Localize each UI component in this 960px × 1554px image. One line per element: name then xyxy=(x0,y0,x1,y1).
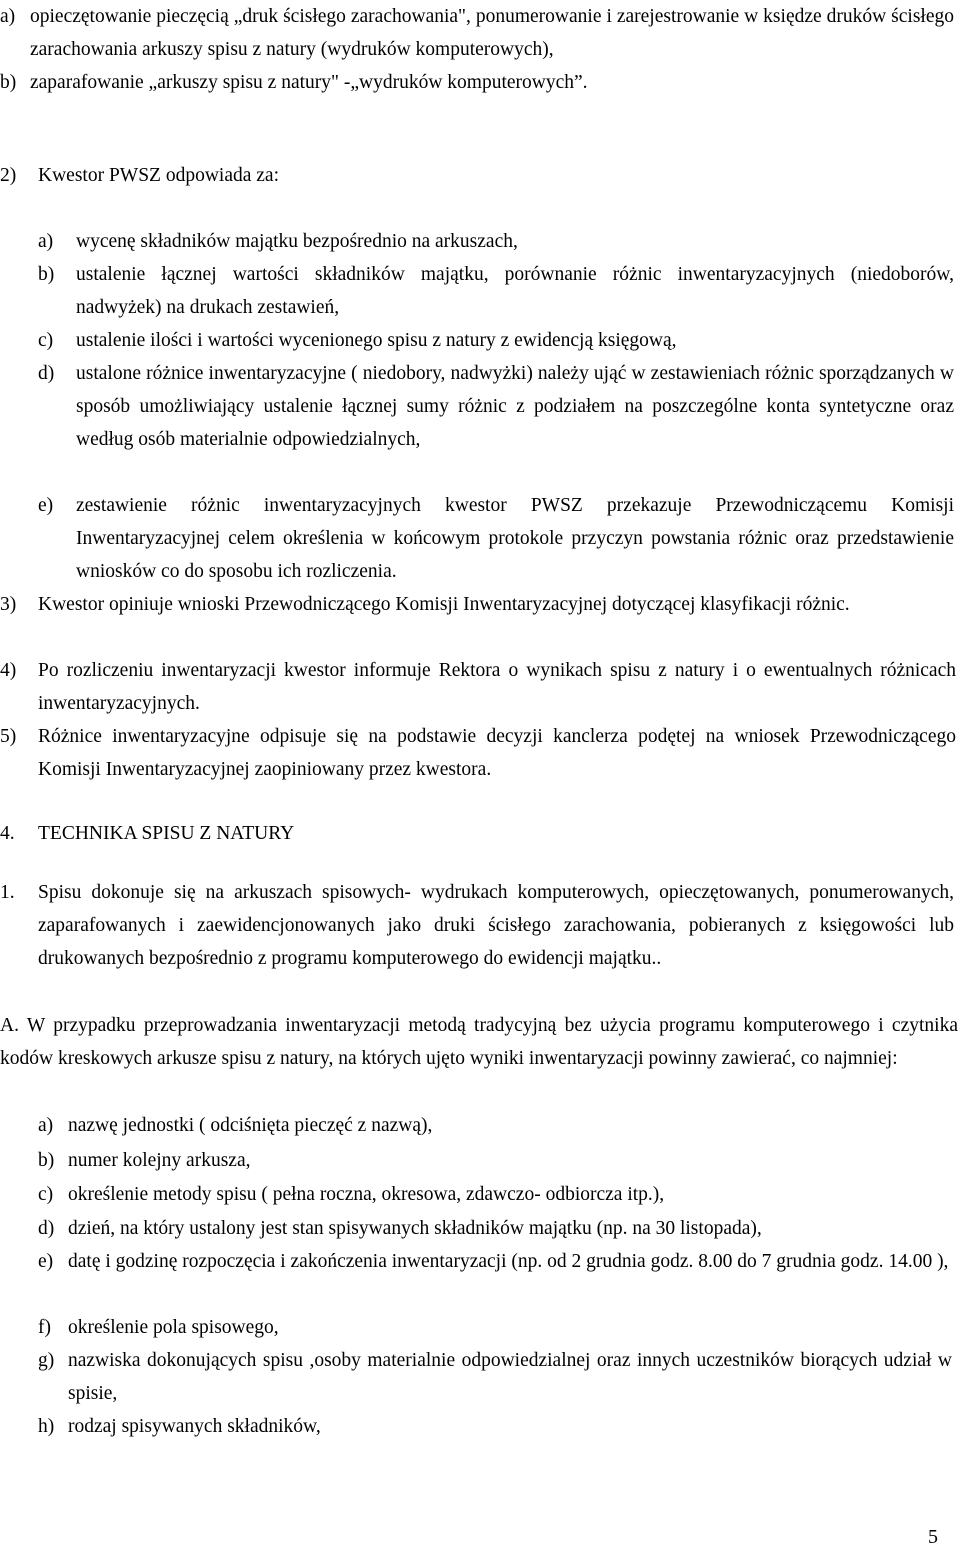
section-number: 4. xyxy=(0,823,15,844)
list-item xyxy=(38,1109,952,1142)
item-label: 3) xyxy=(0,594,17,615)
item-label: e) xyxy=(38,1251,54,1272)
item-label: a) xyxy=(38,231,54,252)
item-label: b) xyxy=(0,72,17,93)
item-label: c) xyxy=(38,1184,54,1205)
item-label: c) xyxy=(38,330,54,351)
numbered-item xyxy=(0,720,956,786)
item-text: numer kolejny arkusza, xyxy=(68,1150,251,1171)
paragraph-point-1 xyxy=(0,876,954,975)
item-label: d) xyxy=(38,1218,55,1239)
list-item xyxy=(38,1144,952,1177)
list-item xyxy=(38,225,954,258)
section-title: TECHNIKA SPISU Z NATURY xyxy=(38,823,295,844)
item-label: f) xyxy=(38,1317,51,1338)
list-item xyxy=(0,66,954,99)
item-label: e) xyxy=(38,495,54,516)
item-label: d) xyxy=(38,363,55,384)
item-label: b) xyxy=(38,1150,55,1171)
item-text: zaparafowanie „arkuszy spisu z natury" -„wydruków komputerowych”. xyxy=(30,72,588,93)
list-item xyxy=(38,1245,952,1278)
item-text: zestawienie różnic inwentaryzacyjnych kwestor PWSZ przekazuje Przewodniczącemu Komisji Inwentaryzacyjnej celem określenia w końcowym protokole przyczyn powstania różnic oraz przedstawienie wniosków co do sposobu ich rozliczenia. xyxy=(76,495,954,582)
item-label: h) xyxy=(38,1416,55,1437)
list-item xyxy=(38,1410,952,1443)
section-heading xyxy=(0,817,700,850)
item-label: 4) xyxy=(0,660,17,681)
numbered-item xyxy=(0,588,956,621)
section-number: 2) xyxy=(0,165,17,186)
list-item xyxy=(38,1178,952,1211)
item-text: ustalone różnice inwentaryzacyjne ( niedobory, nadwyżki) należy ująć w zestawieniach różnic sporządzanych w sposób umożliwiający ustalenie łącznej sumy różnic z podziałem na poszczególne konta syntetyczne oraz według osób materialnie odpowiedzialnych, xyxy=(76,363,954,450)
numbered-item xyxy=(0,654,956,720)
item-text: Po rozliczeniu inwentaryzacji kwestor informuje Rektora o wynikach spisu z natury i o ewentualnych różnicach inwentaryzacyjnych. xyxy=(38,660,956,714)
list-item xyxy=(38,489,954,588)
list-item xyxy=(38,258,954,324)
item-label: 1. xyxy=(0,882,15,903)
item-text: określenie pola spisowego, xyxy=(68,1317,279,1338)
list-item xyxy=(38,1212,952,1245)
item-text: wycenę składników majątku bezpośrednio na arkuszach, xyxy=(76,231,518,252)
item-text: Różnice inwentaryzacyjne odpisuje się na podstawie decyzji kanclerza podętej na wniosek Przewodniczącego Komisji Inwentaryzacyjnej zaopiniowany przez kwestora. xyxy=(38,726,956,780)
item-text: nazwiska dokonujących spisu ,osoby materialnie odpowiedzialnej oraz innych uczestników biorących udział w spisie, xyxy=(68,1350,952,1404)
item-text: datę i godzinę rozpoczęcia i zakończenia inwentaryzacji (np. od 2 grudnia godz. 8.00 do 7 grudnia godz. 14.00 ), xyxy=(68,1251,949,1272)
list-item xyxy=(0,0,954,66)
item-label: b) xyxy=(38,264,55,285)
paragraph-point-a: A. W przypadku przeprowadzania inwentaryzacji metodą tradycyjną bez użycia programu komputerowego i czytnika kodów kreskowych arkusze spisu z natury, na których ujęto wyniki inwentaryzacji powinny zawierać, co najmniej: xyxy=(0,1015,958,1069)
list-item xyxy=(38,1344,952,1410)
section-title: Kwestor PWSZ odpowiada za: xyxy=(38,165,279,186)
item-label: a) xyxy=(0,6,16,27)
item-text: Spisu dokonuje się na arkuszach spisowych- wydrukach komputerowych, opieczętowanych, ponumerowanych, zaparafowanych i zaewidencjonowanych jako druki ścisłego zarachowania, pobieranych z księgowości lub drukowanych bezpośrednio z programu komputerowego do ewidencji majątku.. xyxy=(38,882,954,969)
item-text: rodzaj spisywanych składników, xyxy=(68,1416,321,1437)
list-item xyxy=(38,324,954,357)
list-item xyxy=(38,357,954,456)
item-label: 5) xyxy=(0,726,17,747)
item-text: ustalenie ilości i wartości wycenionego spisu z natury z ewidencją księgową, xyxy=(76,330,677,351)
page-number: 5 xyxy=(928,1526,938,1548)
list-item xyxy=(38,1311,952,1344)
item-text: Kwestor opiniuje wnioski Przewodniczącego Komisji Inwentaryzacyjnej dotyczącej klasyfikacji różnic. xyxy=(38,594,850,615)
item-text: określenie metody spisu ( pełna roczna, okresowa, zdawczo- odbiorcza itp.), xyxy=(68,1184,665,1205)
item-label: a) xyxy=(38,1115,54,1136)
item-text: nazwę jednostki ( odciśnięta pieczęć z nazwą), xyxy=(68,1115,433,1136)
section-heading xyxy=(0,159,700,192)
item-text: ustalenie łącznej wartości składników majątku, porównanie różnic inwentaryzacyjnych (niedoborów, nadwyżek) na drukach zestawień, xyxy=(76,264,954,318)
item-text: dzień, na który ustalony jest stan spisywanych składników majątku (np. na 30 listopada), xyxy=(68,1218,762,1239)
item-label: g) xyxy=(38,1350,55,1371)
item-text: opieczętowanie pieczęcią „druk ścisłego zarachowania", ponumerowanie i zarejestrowanie w księdze druków ścisłego zarachowania arkuszy spisu z natury (wydruków komputerowych), xyxy=(30,6,954,60)
